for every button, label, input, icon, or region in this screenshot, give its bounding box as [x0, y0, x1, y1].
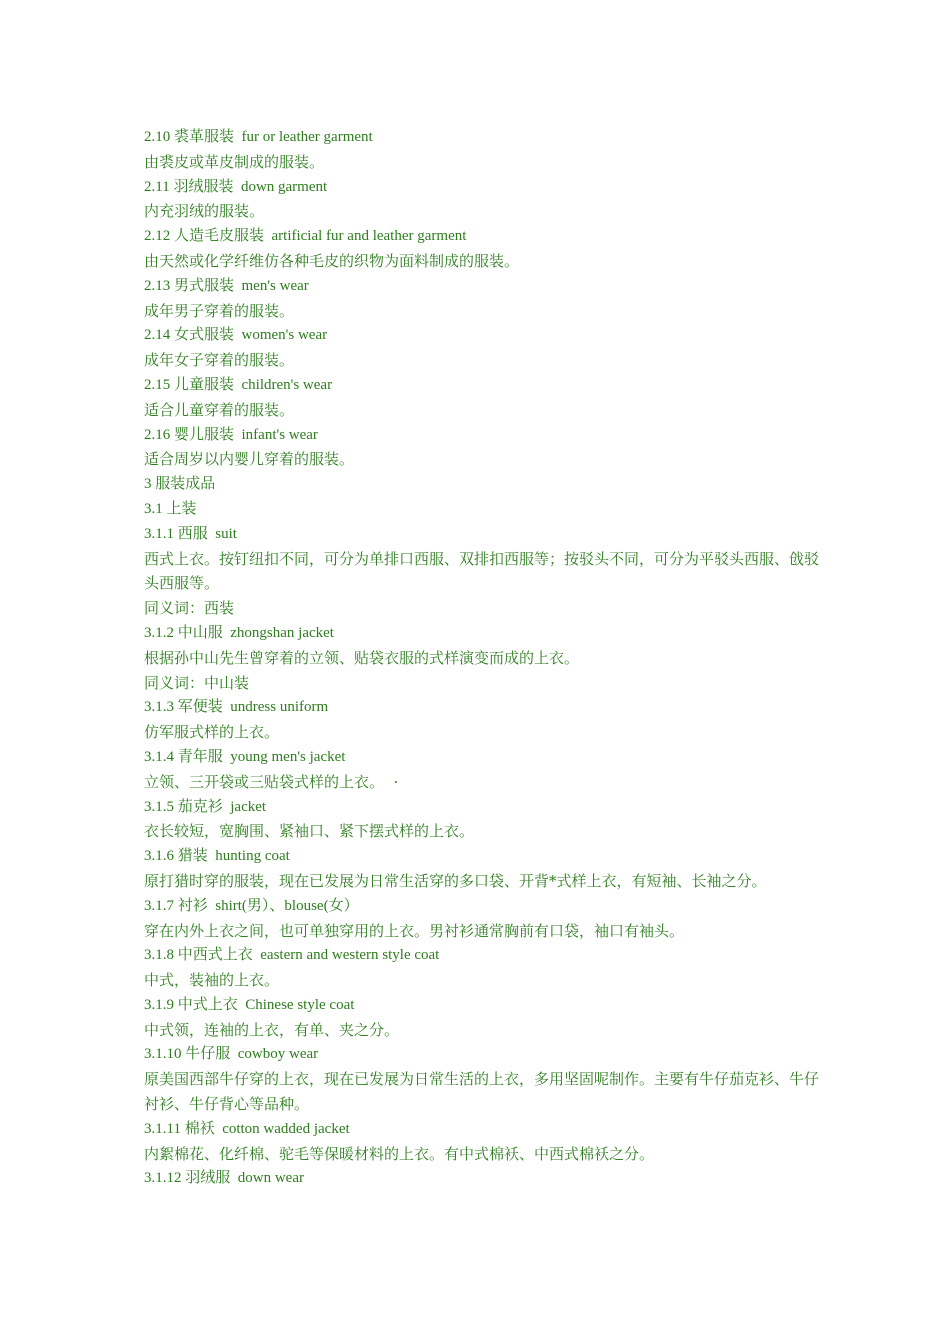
term-definition: 衣长较短，宽胸围、紧袖口、紧下摆式样的上衣。	[144, 822, 475, 841]
term-definition: 根据孙中山先生曾穿着的立领、贴袋衣服的式样演变而成的上衣。	[144, 648, 580, 667]
document-body	[144, 125, 824, 1191]
term-heading: 3.1.12 羽绒服 down wear	[144, 1170, 304, 1187]
term-heading: 2.11 羽绒服装 down garment	[144, 178, 328, 195]
term-heading: 3.1.7 衬衫 shirt(男）、blouse(女）	[144, 897, 359, 914]
term-definition: 适合周岁以内婴儿穿着的服装。	[144, 450, 355, 469]
term-heading: 2.14 女式服装 women's wear	[144, 327, 328, 344]
term-heading: 3.1.11 棉袄 cotton wadded jacket	[144, 1120, 350, 1137]
term-heading: 3.1.1 西服 suit	[144, 525, 237, 542]
term-heading: 3.1.3 军便装 undress uniform	[144, 699, 329, 716]
term-definition: 中式领，连袖的上衣，有单、夹之分。	[144, 1020, 400, 1039]
term-definition: 成年女子穿着的服装。	[144, 351, 295, 370]
term-heading: 3.1.8 中西式上衣 eastern and western style coat	[144, 947, 440, 964]
term-heading: 3 服装成品	[144, 476, 216, 493]
term-heading: 2.16 婴儿服装 infant's wear	[144, 426, 318, 443]
term-definition: 由裘皮或革皮制成的服装。	[144, 152, 325, 171]
term-heading: 2.13 男式服装 men's wear	[144, 277, 309, 294]
term-heading: 3.1.2 中山服 zhongshan jacket	[144, 624, 334, 641]
term-definition: 由天然或化学纤维仿各种毛皮的织物为面料制成的服装。	[144, 251, 520, 270]
term-definition: 内絮棉花、化纤棉、驼毛等保暖材料的上衣。有中式棉袄、中西式棉袄之分。	[144, 1144, 655, 1163]
term-definition: 穿在内外上衣之间，也可单独穿用的上衣。男衬衫通常胸前有口袋，袖口有袖头。	[144, 921, 685, 940]
term-definition: 同义词：西装	[144, 599, 235, 618]
term-heading: 2.15 儿童服装 children's wear	[144, 376, 333, 393]
term-definition: 适合儿童穿着的服装。	[144, 400, 295, 419]
term-heading: 3.1.10 牛仔服 cowboy wear	[144, 1046, 319, 1063]
term-definition: 立领、三开袋或三贴袋式样的上衣。 ·	[144, 772, 399, 791]
term-definition: 同义词：中山装	[144, 673, 250, 692]
term-definition: 原美国西部牛仔穿的上衣，现在已发展为日常生活的上衣，多用坚固呢制作。主要有牛仔茄克衫、牛仔衬衫、牛仔背心等品种。	[144, 1070, 820, 1114]
term-heading: 3.1 上装	[144, 500, 197, 517]
term-definition: 西式上衣。按钉纽扣不同，可分为单排口西服、双排扣西服等；按驳头不同，可分为平驳头西服、戗驳头西服等。	[144, 549, 820, 593]
term-definition: 成年男子穿着的服装。	[144, 301, 295, 320]
term-heading: 2.12 人造毛皮服装 artificial fur and leather garment	[144, 228, 467, 245]
term-heading: 3.1.4 青年服 young men's jacket	[144, 748, 346, 765]
term-definition: 仿军服式样的上衣。	[144, 723, 280, 742]
term-definition: 原打猎时穿的服装，现在已发展为日常生活穿的多口袋、开背*式样上衣，有短袖、长袖之分。	[144, 871, 767, 890]
term-heading: 3.1.5 茄克衫 jacket	[144, 798, 267, 815]
term-heading: 3.1.6 猎装 hunting coat	[144, 848, 290, 865]
term-definition: 中式，装袖的上衣。	[144, 971, 280, 990]
term-definition: 内充羽绒的服装。	[144, 202, 265, 221]
term-heading: 2.10 裘革服装 fur or leather garment	[144, 129, 373, 145]
term-heading: 3.1.9 中式上衣 Chinese style coat	[144, 996, 355, 1013]
